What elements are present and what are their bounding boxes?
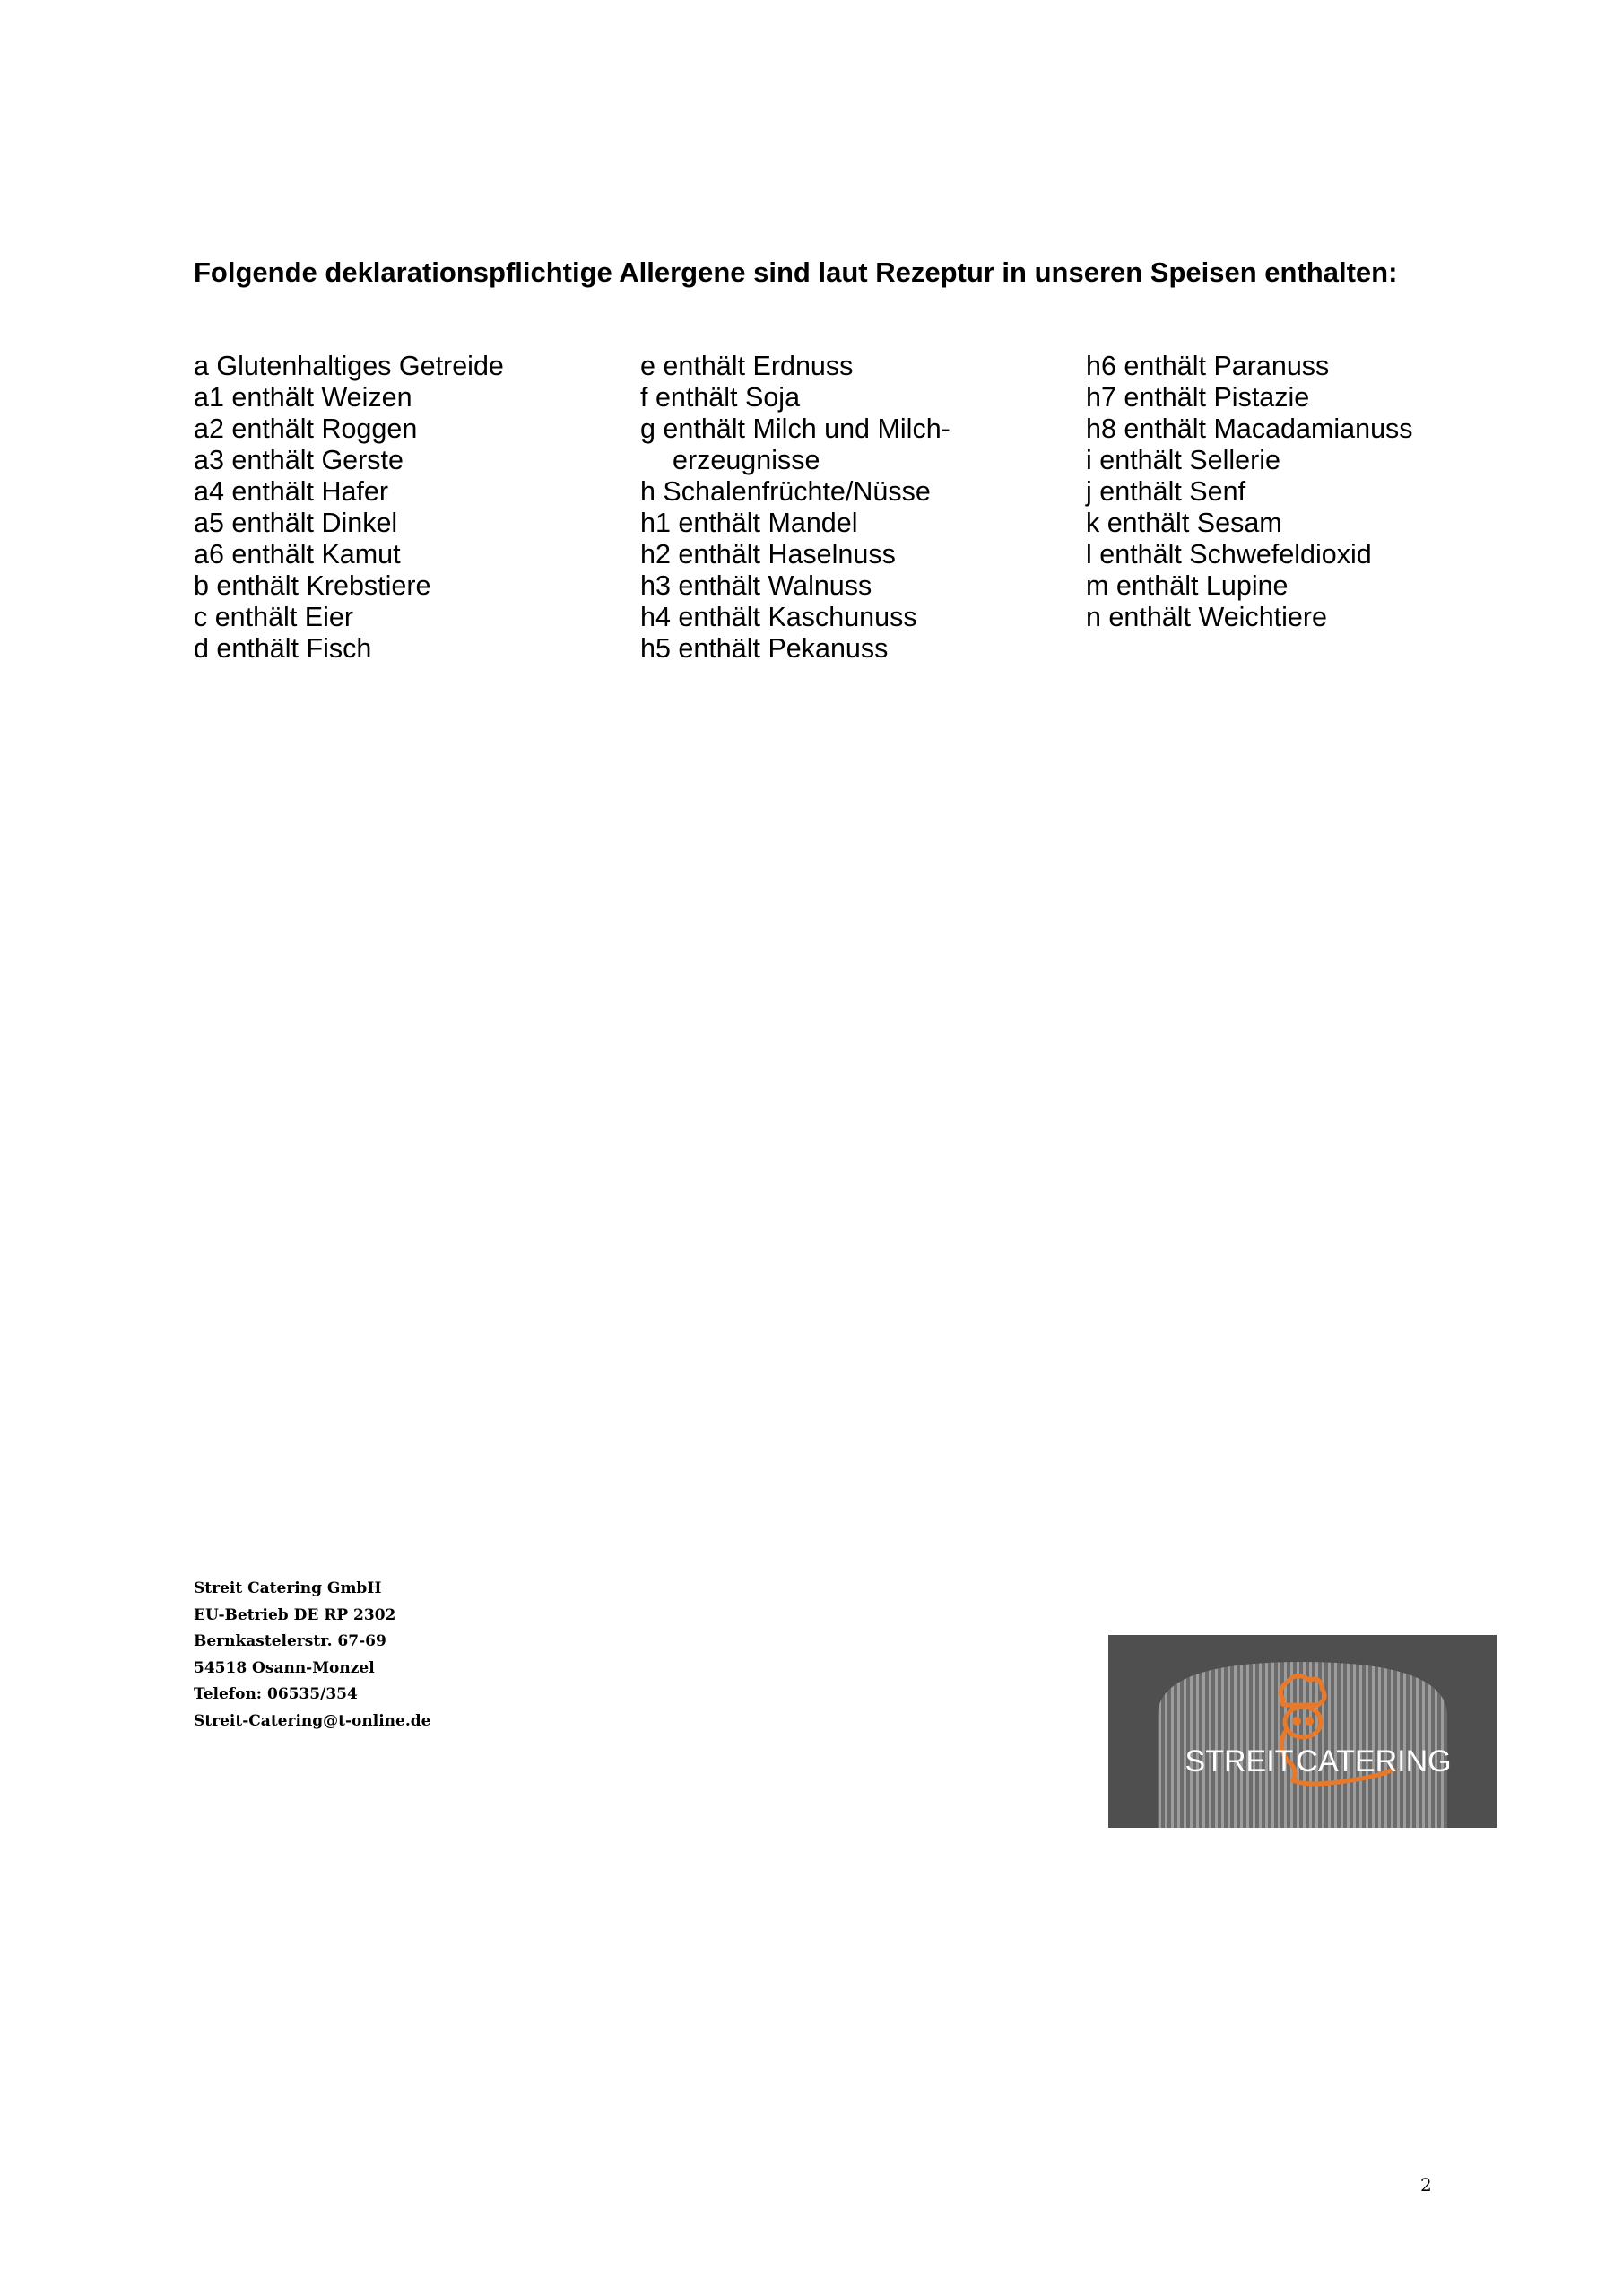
allergen-item: i enthält Sellerie xyxy=(1086,445,1281,475)
eu-business-id: EU-Betrieb DE RP 2302 xyxy=(194,1605,396,1624)
allergen-item: h1 enthält Mandel xyxy=(640,508,858,538)
allergen-item: a4 enthält Hafer xyxy=(194,476,389,507)
allergen-item: a Glutenhaltiges Getreide xyxy=(194,351,504,381)
logo-word-catering: CATERING xyxy=(1296,1744,1452,1779)
phone-number: Telefon: 06535/354 xyxy=(194,1685,358,1703)
allergen-item: h3 enthält Walnuss xyxy=(640,570,872,601)
allergen-item: j enthält Senf xyxy=(1086,476,1246,507)
streit-catering-logo xyxy=(1108,1635,1497,1828)
page-number: 2 xyxy=(1420,2174,1432,2196)
logo-graphic xyxy=(1108,1635,1497,1828)
allergen-item: h Schalenfrüchte/Nüsse xyxy=(640,476,931,507)
allergen-item: a1 enthält Weizen xyxy=(194,382,412,413)
allergen-item: m enthält Lupine xyxy=(1086,570,1289,601)
allergen-item: n enthält Weichtiere xyxy=(1086,602,1328,632)
allergen-item: h6 enthält Paranuss xyxy=(1086,351,1330,381)
allergen-item: e enthält Erdnuss xyxy=(640,351,854,381)
allergen-item: b enthält Krebstiere xyxy=(194,570,431,601)
allergen-item: f enthält Soja xyxy=(640,382,801,413)
allergen-item: a2 enthält Roggen xyxy=(194,413,418,444)
company-name: Streit Catering GmbH xyxy=(194,1579,382,1597)
allergen-item: a6 enthält Kamut xyxy=(194,539,401,570)
logo-word-streit: STREIT xyxy=(1185,1744,1294,1779)
city-address: 54518 Osann-Monzel xyxy=(194,1658,375,1677)
allergen-item: h7 enthält Pistazie xyxy=(1086,382,1310,413)
allergen-column-2 xyxy=(640,351,950,665)
allergen-item-continuation: erzeugnisse xyxy=(673,445,820,475)
allergen-item: k enthält Sesam xyxy=(1086,508,1282,538)
allergen-item: l enthält Schwefeldioxid xyxy=(1086,539,1372,570)
page-heading: Folgende deklarationspflichtige Allergene sind laut Rezeptur in unseren Speisen enthalten: xyxy=(194,257,1398,288)
allergen-item: a5 enthält Dinkel xyxy=(194,508,398,538)
company-address xyxy=(194,1576,430,1735)
allergen-item: d enthält Fisch xyxy=(194,633,372,664)
allergen-item: h5 enthält Pekanuss xyxy=(640,633,889,664)
allergen-column-1 xyxy=(194,351,504,665)
allergen-item: h8 enthält Macadamianuss xyxy=(1086,413,1413,444)
email-address: Streit-Catering@t-online.de xyxy=(194,1711,431,1730)
allergen-column-3 xyxy=(1086,351,1413,633)
allergen-item: h2 enthält Haselnuss xyxy=(640,539,896,570)
allergen-item: c enthält Eier xyxy=(194,602,354,632)
allergen-item: a3 enthält Gerste xyxy=(194,445,404,475)
allergen-item: h4 enthält Kaschunuss xyxy=(640,602,917,632)
street-address: Bernkastelerstr. 67-69 xyxy=(194,1632,386,1650)
allergen-item: g enthält Milch und Milch- xyxy=(640,413,950,444)
